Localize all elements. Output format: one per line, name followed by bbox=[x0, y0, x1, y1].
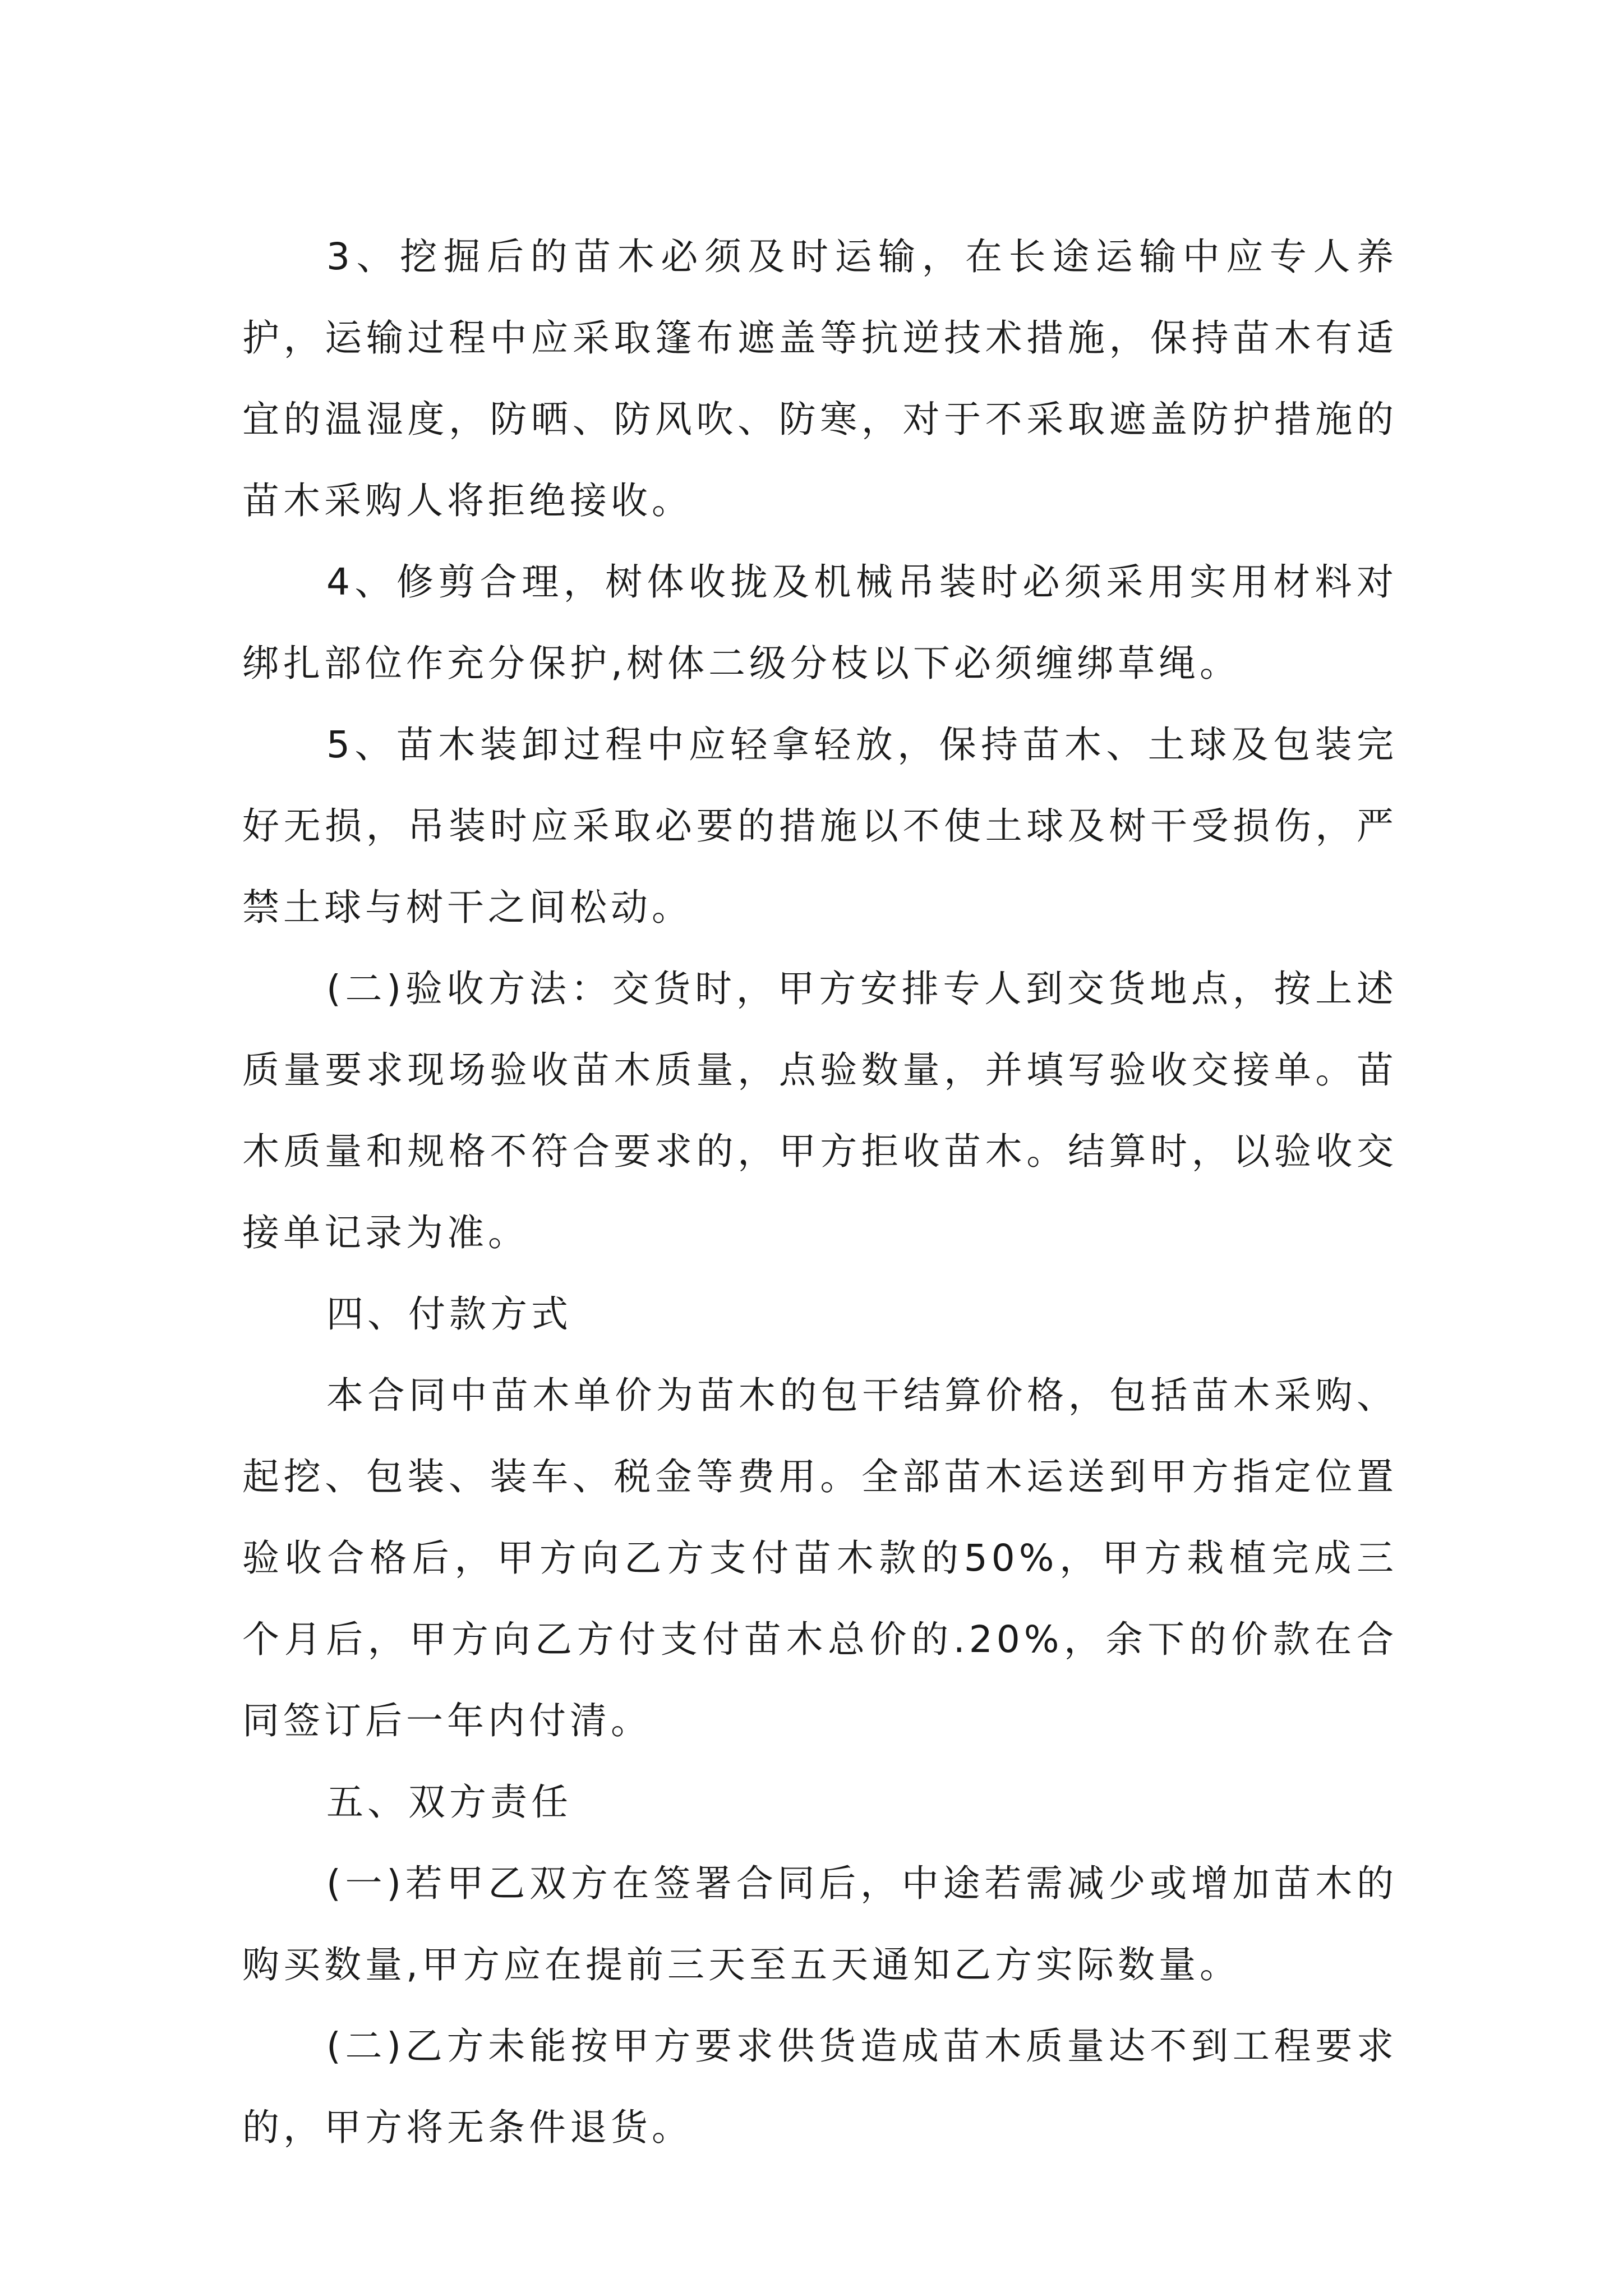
paragraph-pruning: 4、修剪合理，树体收拢及机械吊装时必须采用实用材料对绑扎部位作充分保护,树体二级分枝以下必须缠绑草绳。 bbox=[242, 560, 1398, 685]
paragraph-responsibility-2: (二)乙方未能按甲方要求供货造成苗木质量达不到工程要求的，甲方将无条件退货。 bbox=[242, 2024, 1398, 2149]
paragraph-loading: 5、苗木装卸过程中应轻拿轻放，保持苗木、土球及包装完好无损，吊装时应采取必要的措施以不使土球及树干受损伤，严禁土球与树干之间松动。 bbox=[242, 723, 1398, 929]
heading-payment-method: 四、付款方式 bbox=[326, 1292, 572, 1336]
paragraph-payment: 本合同中苗木单价为苗木的包干结算价格，包括苗木采购、起挖、包装、装车、税金等费用。全部苗木运送到甲方指定位置验收合格后，甲方向乙方支付苗木款的50%，甲方栽植完成三个月后，甲方向乙方付支付苗木总价的.20%，余下的价款在合同签订后一年内付清。 bbox=[242, 1374, 1398, 1742]
heading-responsibilities: 五、双方责任 bbox=[326, 1780, 572, 1824]
paragraph-responsibility-1: (一)若甲乙双方在签署合同后，中途若需减少或增加苗木的购买数量,甲方应在提前三天至五天通知乙方实际数量。 bbox=[242, 1862, 1398, 1986]
paragraph-transport: 3、挖掘后的苗木必须及时运输，在长途运输中应专人养护，运输过程中应采取篷布遮盖等抗逆技术措施，保持苗木有适宜的温湿度，防晒、防风吹、防寒，对于不采取遮盖防护措施的苗木采购人将拒绝接收。 bbox=[242, 235, 1398, 522]
paragraph-acceptance-method: (二)验收方法：交货时，甲方安排专人到交货地点，按上述质量要求现场验收苗木质量，点验数量，并填写验收交接单。苗木质量和规格不符合要求的，甲方拒收苗木。结算时，以验收交接单记录为准。 bbox=[242, 967, 1398, 1254]
document-body bbox=[242, 216, 1398, 2168]
